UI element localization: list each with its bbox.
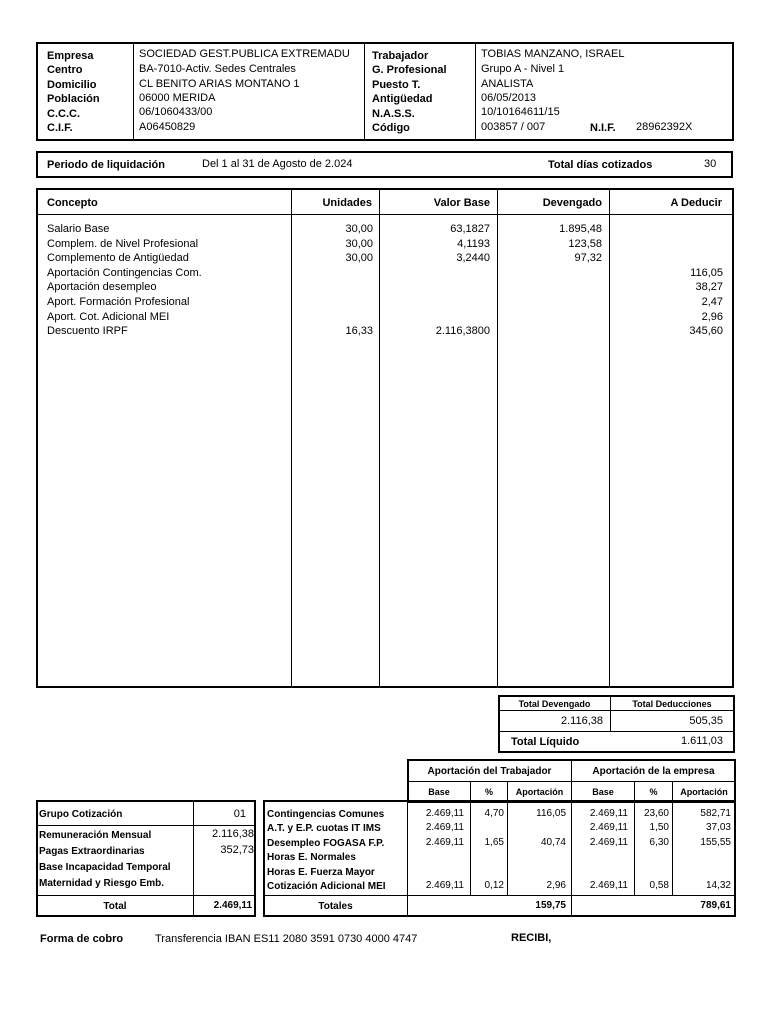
puesto-label: Puesto T. xyxy=(372,79,421,91)
totales-hline-2 xyxy=(499,731,734,732)
aport-row-aport-e: 582,71 xyxy=(700,808,731,819)
domicilio-label: Domicilio xyxy=(47,79,97,91)
total-liquido-value: 1.611,03 xyxy=(680,735,723,747)
nif-value: 28962392X xyxy=(636,121,693,133)
header-divider-3 xyxy=(475,43,476,140)
aport-row-aport-e: 155,55 xyxy=(700,837,731,848)
total-devengado-value: 2.116,38 xyxy=(560,715,603,727)
poblacion-value: 06000 MERIDA xyxy=(139,92,216,104)
aport-row-pct-t: 1,65 xyxy=(484,837,504,848)
sub-header-pct-t: % xyxy=(484,787,493,797)
trabajador-label: Trabajador xyxy=(372,50,429,62)
puesto-value: ANALISTA xyxy=(481,78,534,90)
dias-value: 30 xyxy=(704,158,717,170)
totales-hline-1 xyxy=(499,710,734,711)
empresa-label: Empresa xyxy=(47,50,94,62)
total-deducciones-label: Total Deducciones xyxy=(632,699,712,709)
cobro-label: Forma de cobro xyxy=(40,933,124,945)
header-divider-1 xyxy=(133,43,134,140)
pagas-label: Pagas Extraordinarias xyxy=(39,846,145,857)
concepto-row-concepto: Aportación Contingencias Com. xyxy=(47,266,202,279)
centro-value: BA-7010-Activ. Sedes Centrales xyxy=(139,63,296,75)
aport-row-base-t: 2.469,11 xyxy=(425,822,464,833)
antiguedad-value: 06/05/2013 xyxy=(481,92,537,104)
aport-total-trabajador: 159,75 xyxy=(535,900,566,911)
remun-value: 2.116,38 xyxy=(211,828,254,840)
header-concepto: Concepto xyxy=(47,197,98,209)
cobro-value: Transferencia IBAN ES11 2080 3591 0730 4000 4747 xyxy=(155,933,418,945)
aport-totales-line xyxy=(264,895,735,896)
aport-row-label: Contingencias Comunes xyxy=(267,809,385,820)
base-it-label: Base Incapacidad Temporal xyxy=(39,862,171,873)
aport-row-pct-t: 0,12 xyxy=(484,880,504,891)
nass-value: 10/10164611/15 xyxy=(481,106,560,118)
sub-header-aport-e: Aportación xyxy=(680,787,728,797)
concepto-row-valor-base: 3,2440 xyxy=(456,252,490,265)
grupo-total-value: 2.469,11 xyxy=(213,900,252,911)
grupo-mid-line xyxy=(193,801,194,916)
aport-row-base-t: 2.469,11 xyxy=(425,837,464,848)
concepto-row-concepto: Aportación desempleo xyxy=(47,281,157,294)
ccc-value: 06/1060433/00 xyxy=(139,106,213,118)
concepto-row-unidades: 30,00 xyxy=(345,237,373,250)
col-divider-deducir xyxy=(609,189,610,687)
aport-row-label: Cotización Adicional MEI xyxy=(267,881,386,892)
maternidad-label: Maternidad y Riesgo Emb. xyxy=(39,878,165,889)
domicilio-value: CL BENITO ARIAS MONTANO 1 xyxy=(139,78,300,90)
poblacion-label: Población xyxy=(47,93,100,105)
nif-label: N.I.F. xyxy=(590,122,616,134)
concepto-row-unidades: 16,33 xyxy=(345,325,373,338)
concepto-row-devengado: 97,32 xyxy=(574,252,602,265)
gprof-value: Grupo A - Nivel 1 xyxy=(481,63,565,75)
concepto-row-concepto: Aport. Formación Profesional xyxy=(47,296,190,308)
trabajador-value: TOBIAS MANZANO, ISRAEL xyxy=(481,48,625,60)
grupo-label: Grupo Cotización xyxy=(39,809,123,820)
cif-label: C.I.F. xyxy=(47,122,73,134)
concepto-row-concepto: Descuento IRPF xyxy=(47,325,128,338)
concepto-row-concepto: Complem. de Nivel Profesional xyxy=(47,237,199,250)
concepto-row-valor-base: 4,1193 xyxy=(457,237,490,250)
concepto-row-deducir: 2,47 xyxy=(701,296,723,308)
aport-row-base-t: 2.469,11 xyxy=(425,880,464,891)
cif-value: A06450829 xyxy=(139,121,196,133)
header-divider-2 xyxy=(364,43,365,140)
concepto-row-deducir: 345,60 xyxy=(689,325,723,338)
dias-label: Total días cotizados xyxy=(548,159,653,171)
gprof-label: G. Profesional xyxy=(372,64,447,76)
pagas-value: 352,73 xyxy=(220,844,254,856)
remun-label: Remuneración Mensual xyxy=(39,830,152,841)
codigo-label: Código xyxy=(372,122,410,134)
aport-row-aport-t: 40,74 xyxy=(540,837,566,848)
conceptos-header-line xyxy=(37,214,733,215)
aport-totales-label: Totales xyxy=(318,901,353,912)
sub-header-base-e: Base xyxy=(592,787,614,797)
aport-row-pct-e: 6,30 xyxy=(649,837,669,848)
sub-header-aport-t: Aportación xyxy=(515,787,564,797)
recibi-label: RECIBI, xyxy=(511,932,552,944)
concepto-row-valor-base: 2.116,3800 xyxy=(435,325,490,338)
periodo-label: Periodo de liquidación xyxy=(47,159,165,171)
header-unidades: Unidades xyxy=(322,197,372,209)
aport-row-aport-t: 116,05 xyxy=(536,808,566,819)
aport-row-label: A.T. y E.P. cuotas IT IMS xyxy=(267,823,381,834)
aport-row-aport-e: 37,03 xyxy=(705,822,731,833)
empresa-value: SOCIEDAD GEST.PUBLICA EXTREMADU xyxy=(139,48,350,60)
concepto-row-concepto: Aport. Cot. Adicional MEI xyxy=(47,310,170,323)
aport-row-pct-t: 4,70 xyxy=(484,808,504,819)
aport-row-label: Horas E. Fuerza Mayor xyxy=(267,867,375,878)
periodo-value: Del 1 al 31 de Agosto de 2.024 xyxy=(202,158,353,170)
sub-header-pct-e: % xyxy=(649,787,658,797)
concepto-row-devengado: 1.895,48 xyxy=(559,223,602,235)
grupo-value: 01 xyxy=(233,808,246,820)
concepto-row-concepto: Complemento de Antigüedad xyxy=(47,252,189,265)
nass-label: N.A.S.S. xyxy=(372,108,415,120)
aport-row-aport-t: 2,96 xyxy=(546,880,566,891)
aport-row-pct-e: 1,50 xyxy=(649,822,669,833)
concepto-row-deducir: 38,27 xyxy=(695,281,723,294)
codigo-value: 003857 / 007 xyxy=(481,121,546,133)
concepto-row-deducir: 116,05 xyxy=(690,266,723,279)
aport-row-base-e: 2.469,11 xyxy=(589,880,628,891)
aport-row-aport-e: 14,32 xyxy=(705,880,731,891)
aport-row-pct-e: 0,58 xyxy=(649,880,669,891)
concepto-row-concepto: Salario Base xyxy=(47,223,110,235)
aport-row-base-e: 2.469,11 xyxy=(589,837,628,848)
aport-empresa-header: Aportación de la empresa xyxy=(592,766,715,777)
total-deducciones-value: 505,35 xyxy=(689,715,723,727)
concepto-row-unidades: 30,00 xyxy=(345,252,373,265)
sub-header-base-t: Base xyxy=(428,787,450,797)
grupo-hline-1 xyxy=(37,825,255,826)
aport-row-base-e: 2.469,11 xyxy=(589,822,628,833)
centro-label: Centro xyxy=(47,64,83,76)
concepto-row-valor-base: 63,1827 xyxy=(450,223,490,235)
aport-total-empresa: 789,61 xyxy=(700,900,731,911)
total-liquido-label: Total Líquido xyxy=(511,736,580,748)
header-valorbase: Valor Base xyxy=(433,197,490,209)
aport-trabajador-header: Aportación del Trabajador xyxy=(427,766,552,777)
total-devengado-label: Total Devengado xyxy=(518,699,591,709)
concepto-row-deducir: 2,96 xyxy=(701,310,723,323)
aport-row-label: Desempleo FOGASA F.P. xyxy=(267,838,385,849)
grupo-hline-2 xyxy=(37,895,255,896)
aport-row-base-e: 2.469,11 xyxy=(589,808,628,819)
header-devengado: Devengado xyxy=(542,197,602,209)
ccc-label: C.C.C. xyxy=(47,108,80,120)
antiguedad-label: Antigüedad xyxy=(372,93,433,105)
concepto-row-unidades: 30,00 xyxy=(345,223,373,235)
aport-row-pct-e: 23,60 xyxy=(643,808,669,819)
concepto-row-devengado: 123,58 xyxy=(568,237,602,250)
aport-row-label: Horas E. Normales xyxy=(267,852,356,863)
aport-row-base-t: 2.469,11 xyxy=(425,808,464,819)
grupo-total-label: Total xyxy=(103,901,127,912)
header-deducir: A Deducir xyxy=(670,197,722,209)
